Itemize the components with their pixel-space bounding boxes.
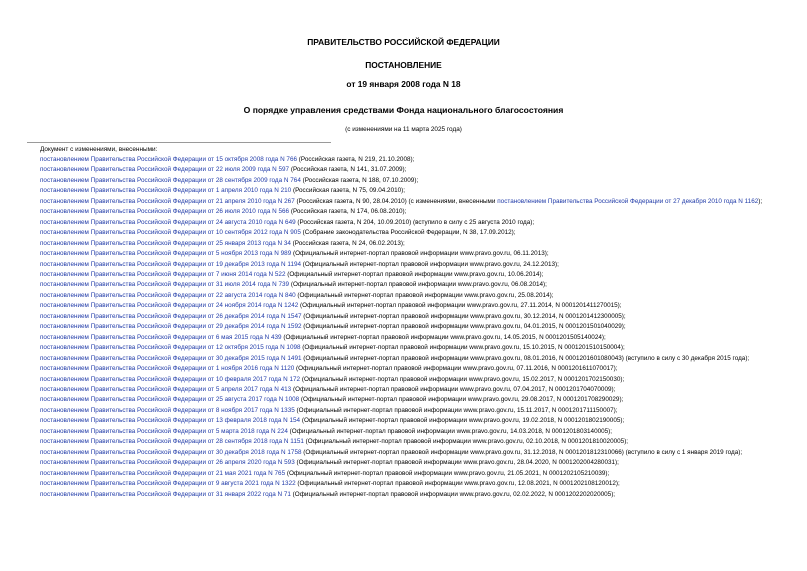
amendment-link[interactable]: постановлением Правительства Российской Федерации от 5 апреля 2017 года N 413 [40, 385, 292, 393]
amendment-link[interactable]: постановлением Правительства Российской Федерации от 24 ноября 2014 года N 1242 [40, 302, 299, 310]
amendment-source: (Официальный интернет-портал правовой информации www.pravo.gov.ru, 15.11.2017, N 0001201711150007); [294, 406, 618, 414]
amendment-source: (Официальный интернет-портал правовой информации www.pravo.gov.ru, 10.06.2014); [285, 270, 544, 278]
amendment-source: (Официальный интернет-портал правовой информации www.pravo.gov.ru, 07.11.2016, N 0001201611070017); [294, 365, 618, 373]
amendment-entry [27, 354, 783, 364]
amendment-entry [27, 260, 783, 270]
amendment-link[interactable]: постановлением Правительства Российской Федерации от 31 июля 2014 года N 739 [40, 281, 290, 289]
amendment-entry [27, 186, 783, 196]
amendment-link[interactable]: постановлением Правительства Российской Федерации от 6 мая 2015 года N 439 [40, 333, 282, 341]
amendment-source: (Российская газета, N 188, 07.10.2009); [300, 176, 419, 184]
amendment-source: (Официальный интернет-портал правовой информации www.pravo.gov.ru, 27.11.2014, N 0001201411270015); [298, 302, 622, 310]
amendment-source: (Российская газета, N 174, 06.08.2010); [289, 208, 407, 216]
amendment-entry [27, 416, 783, 426]
amendment-entry [27, 333, 783, 343]
amendment-entry [27, 155, 783, 165]
amendment-entry [27, 406, 783, 416]
amendment-entry [27, 270, 783, 280]
amendment-link[interactable]: постановлением Правительства Российской Федерации от 21 мая 2021 года N 765 [40, 469, 286, 477]
amendment-link[interactable]: постановлением Правительства Российской Федерации от 26 декабря 2014 года N 1547 [40, 312, 302, 320]
amendment-source: (Официальный интернет-портал правовой информации www.pravo.gov.ru, 14.05.2015, N 0001201505140024); [281, 333, 606, 341]
amendment-link[interactable]: постановлением Правительства Российской Федерации от 9 августа 2021 года N 1322 [40, 480, 296, 488]
amendment-link[interactable]: постановлением Правительства Российской Федерации от 12 октября 2015 года N 1098 [40, 344, 301, 352]
amendment-source: (Российская газета, N 141, 31.07.2009); [289, 166, 407, 174]
amendment-source: (Официальный интернет-портал правовой информации www.pravo.gov.ru, 30.12.2014, N 0001201412300005); [301, 312, 626, 320]
amendment-source: (Официальный интернет-портал правовой информации www.pravo.gov.ru, 08.01.2016, N 0001201601080043) (вступило в силу с 30 декабря 2015 года); [301, 354, 750, 362]
date-number-heading: от 19 января 2008 года N 18 [346, 79, 461, 89]
amendment-link[interactable]: постановлением Правительства Российской Федерации от 27 декабря 2010 года N 1162 [497, 197, 759, 205]
amendment-link[interactable]: постановлением Правительства Российской Федерации от 28 сентября 2018 года N 1151 [40, 438, 304, 446]
amendment-source: (Официальный интернет-портал правовой информации www.pravo.gov.ru, 31.12.2018, N 0001201812310066) (вступило в силу с 1 января 2019 года); [301, 448, 743, 456]
amendment-source: (Официальный интернет-портал правовой информации www.pravo.gov.ru, 19.02.2018, N 0001201802190005); [300, 417, 625, 425]
amendment-source: (Российская газета, N 24, 06.02.2013); [290, 239, 405, 247]
amendment-entry [27, 301, 783, 311]
amendment-source: (Официальный интернет-портал правовой информации www.pravo.gov.ru, 07.04.2017, N 0001201704070009); [291, 385, 616, 393]
amendment-source: (Официальный интернет-портал правовой информации www.pravo.gov.ru, 15.02.2017, N 0001201702150030); [300, 375, 625, 383]
amendment-link[interactable]: постановлением Правительства Российской Федерации от 30 декабря 2015 года N 1491 [40, 354, 302, 362]
amendment-source: (Официальный интернет-портал правовой информации www.pravo.gov.ru, 28.04.2020, N 0001202004280031); [294, 459, 619, 467]
amendment-link[interactable]: постановлением Правительства Российской Федерации от 31 января 2022 года N 71 [40, 490, 291, 498]
amendment-entry [27, 427, 783, 437]
amendment-entry [27, 437, 783, 447]
government-heading: ПРАВИТЕЛЬСТВО РОССИЙСКОЙ ФЕДЕРАЦИИ [307, 37, 500, 47]
amendment-source: (Официальный интернет-портал правовой информации www.pravo.gov.ru, 15.10.2015, N 0001201510150004); [300, 344, 625, 352]
separator-rule [27, 142, 331, 143]
amendment-entry [27, 490, 783, 500]
amendment-link[interactable]: постановлением Правительства Российской Федерации от 1 апреля 2010 года N 210 [40, 187, 292, 195]
document-title: О порядке управления средствами Фонда национального благосостояния [243, 105, 564, 115]
amendment-link[interactable]: постановлением Правительства Российской Федерации от 5 марта 2018 года N 224 [40, 427, 288, 435]
amendment-entry [27, 343, 783, 353]
amendment-source: (Российская газета, N 204, 10.09.2010) (вступило в силу с 25 августа 2010 года); [295, 218, 535, 226]
amendment-source: (Официальный интернет-портал правовой информации www.pravo.gov.ru, 02.02.2022, N 0001202202020005); [290, 490, 616, 498]
amendment-entry [27, 448, 783, 458]
amendment-link[interactable]: постановлением Правительства Российской Федерации от 29 декабря 2014 года N 1592 [40, 323, 302, 331]
amendment-source: (Официальный интернет-портал правовой информации www.pravo.gov.ru, 12.08.2021, N 0001202108120012); [295, 480, 620, 488]
amendment-entry [27, 479, 783, 489]
amendment-note: (с изменениями на 11 марта 2025 года) [345, 126, 462, 133]
amendment-link[interactable]: постановлением Правительства Российской Федерации от 21 апреля 2010 года N 267 [40, 197, 295, 205]
amendment-source: (Официальный интернет-портал правовой информации www.pravo.gov.ru, 24.12.2013); [301, 260, 559, 268]
amendment-link[interactable]: постановлением Правительства Российской Федерации от 26 апреля 2020 года N 593 [40, 459, 295, 467]
amendment-link[interactable]: постановлением Правительства Российской Федерации от 22 августа 2014 года N 840 [40, 291, 296, 299]
amendment-link[interactable]: постановлением Правительства Российской Федерации от 22 июля 2009 года N 597 [40, 166, 290, 174]
amendment-entry [27, 312, 783, 322]
amendment-entry [27, 207, 783, 217]
amendment-link[interactable]: постановлением Правительства Российской Федерации от 24 августа 2010 года N 649 [40, 218, 296, 226]
amendment-source: (Российская газета, N 219, 21.10.2008); [297, 156, 415, 163]
amendment-source: (Официальный интернет-портал правовой информации www.pravo.gov.ru, 04.01.2015, N 0001201501040029); [301, 323, 626, 331]
amendment-source: (Российская газета, N 75, 09.04.2010); [291, 187, 406, 195]
amendment-source: (Официальный интернет-портал правовой информации www.pravo.gov.ru, 06.11.2013); [291, 250, 549, 258]
amendment-link[interactable]: постановлением Правительства Российской Федерации от 15 октября 2008 года N 766 [40, 156, 298, 163]
amendment-entry [27, 239, 783, 249]
amendment-source: (Российская газета, N 90, 28.04.2010) (с изменениями, внесенными [294, 197, 498, 205]
amendment-entry [27, 228, 783, 238]
amendments-list [27, 155, 783, 500]
amendment-entry [27, 280, 783, 290]
amendment-entry [27, 176, 783, 186]
amendment-link[interactable]: постановлением Правительства Российской Федерации от 7 июня 2014 года N 522 [40, 270, 286, 278]
amendment-source: (Официальный интернет-портал правовой информации www.pravo.gov.ru, 29.08.2017, N 0001201708290029); [299, 396, 624, 404]
amendment-source: (Официальный интернет-портал правовой информации www.pravo.gov.ru, 02.10.2018, N 0001201810020005); [303, 438, 629, 446]
amendment-link[interactable]: постановлением Правительства Российской Федерации от 10 сентября 2012 года N 905 [40, 229, 301, 237]
amendment-link[interactable]: постановлением Правительства Российской Федерации от 26 июля 2010 года N 566 [40, 208, 290, 216]
amendment-entry [27, 469, 783, 479]
amendment-source: (Официальный интернет-портал правовой информации www.pravo.gov.ru, 25.08.2014); [295, 291, 554, 299]
amendment-link[interactable]: постановлением Правительства Российской Федерации от 19 декабря 2013 года N 1194 [40, 260, 302, 268]
amendment-link[interactable]: постановлением Правительства Российской Федерации от 10 февраля 2017 года N 172 [40, 375, 301, 383]
amendment-source: (Официальный интернет-портал правовой информации www.pravo.gov.ru, 06.08.2014); [289, 281, 547, 289]
amendment-link[interactable]: постановлением Правительства Российской Федерации от 13 февраля 2018 года N 154 [40, 417, 301, 425]
amendment-link[interactable]: постановлением Правительства Российской Федерации от 30 декабря 2018 года N 1758 [40, 448, 302, 456]
amendment-source: (Официальный интернет-портал правовой информации www.pravo.gov.ru, 14.03.2018, N 0001201803140005); [287, 427, 613, 435]
amendment-link[interactable]: постановлением Правительства Российской Федерации от 5 ноября 2013 года N 989 [40, 250, 292, 258]
amendment-link[interactable]: постановлением Правительства Российской Федерации от 28 сентября 2009 года N 764 [40, 176, 301, 184]
amendment-entry [27, 291, 783, 301]
amendment-entry [27, 165, 783, 175]
amendment-source: ); [758, 197, 763, 205]
amendment-source: (Собрание законодательства Российской Федерации, N 38, 17.09.2012); [300, 229, 516, 237]
amendments-intro: Документ с изменениями, внесенными: [40, 146, 158, 153]
amendment-entry [27, 322, 783, 332]
amendment-entry [27, 364, 783, 374]
amendment-link[interactable]: постановлением Правительства Российской Федерации от 25 января 2013 года N 34 [40, 239, 291, 247]
doc-type-heading: ПОСТАНОВЛЕНИЕ [365, 60, 442, 70]
amendment-entry [27, 197, 783, 207]
amendment-entry [27, 218, 783, 228]
amendment-source: (Официальный интернет-портал правовой информации www.pravo.gov.ru, 21.05.2021, N 0001202105210039); [285, 469, 610, 477]
amendment-entry [27, 375, 783, 385]
amendment-entry [27, 249, 783, 259]
amendment-link[interactable]: постановлением Правительства Российской Федерации от 25 августа 2017 года N 1008 [40, 396, 300, 404]
amendment-link[interactable]: постановлением Правительства Российской Федерации от 1 ноября 2016 года N 1120 [40, 365, 295, 373]
amendment-entry [27, 385, 783, 395]
amendment-entry [27, 395, 783, 405]
amendment-link[interactable]: постановлением Правительства Российской Федерации от 8 ноября 2017 года N 1335 [40, 406, 295, 414]
amendment-entry [27, 458, 783, 468]
